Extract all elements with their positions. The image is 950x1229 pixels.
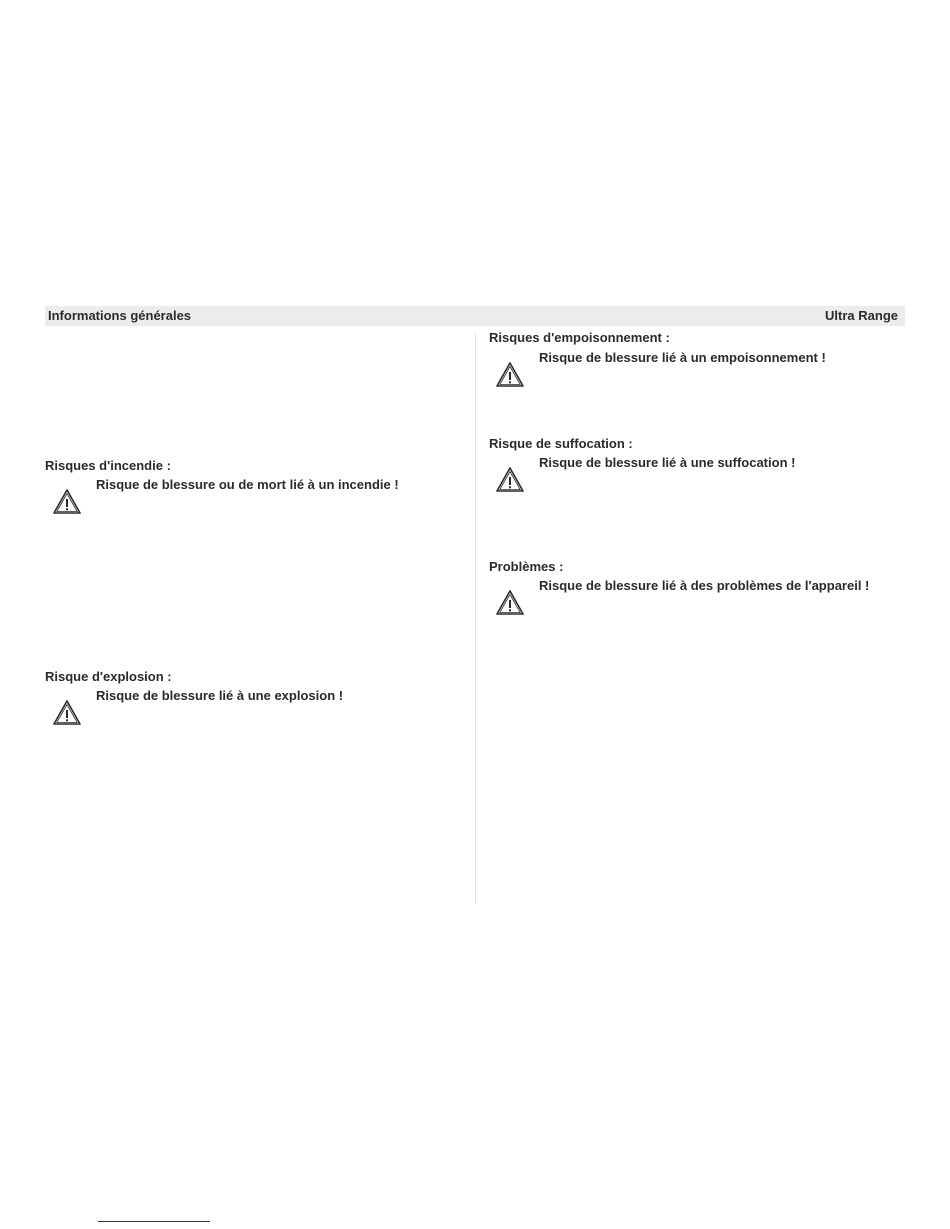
header-section-title: Informations générales	[48, 308, 192, 323]
column-divider	[475, 332, 476, 904]
section-title-suffocation: Risque de suffocation :	[489, 436, 633, 451]
warning-text-poisoning: Risque de blessure lié à un empoisonnement !	[539, 350, 826, 365]
warning-triangle-icon	[495, 361, 525, 388]
header-product-name: Ultra Range	[825, 308, 898, 323]
warning-text-suffocation: Risque de blessure lié à une suffocation !	[539, 455, 796, 470]
warning-triangle-icon	[495, 466, 525, 493]
section-title-poisoning: Risques d'empoisonnement :	[489, 330, 670, 345]
warning-text-explosion: Risque de blessure lié à une explosion !	[96, 688, 344, 703]
warning-text-problems: Risque de blessure lié à des problèmes de l'appareil !	[539, 578, 870, 593]
section-title-explosion: Risque d'explosion :	[45, 669, 172, 684]
warning-triangle-icon	[495, 589, 525, 616]
footer-rule	[98, 1221, 210, 1222]
page-header	[45, 306, 905, 326]
warning-text-fire: Risque de blessure ou de mort lié à un incendie !	[96, 477, 399, 492]
warning-triangle-icon	[52, 488, 82, 515]
warning-triangle-icon	[52, 699, 82, 726]
section-title-fire: Risques d'incendie :	[45, 458, 171, 473]
section-title-problems: Problèmes :	[489, 559, 564, 574]
